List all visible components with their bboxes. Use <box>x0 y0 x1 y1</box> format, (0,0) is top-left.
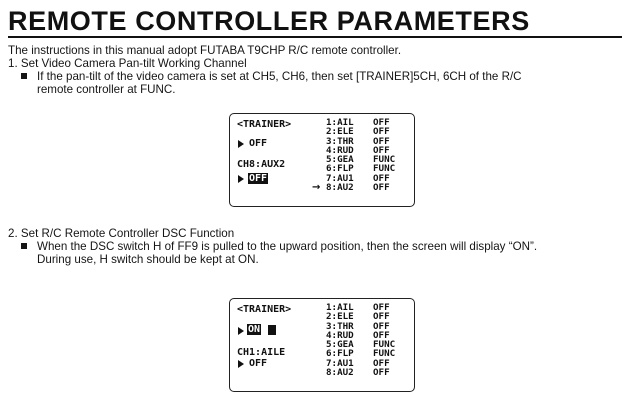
channel-value-list <box>373 118 395 192</box>
cursor-block <box>268 325 276 335</box>
channel-value: OFF <box>373 302 390 313</box>
select-arrow-icon <box>238 175 244 183</box>
channel-value: OFF <box>373 182 390 194</box>
section2-bullet-line1: When the DSC switch H of FF9 is pulled to the upward position, then the screen will display “ON”. <box>37 240 538 253</box>
aux-channel-value-highlighted: OFF <box>249 173 268 184</box>
trainer-status: OFF <box>249 138 268 149</box>
lcd-screen-trainer-2 <box>229 298 415 392</box>
section2-bullet-line2: During use, H switch should be kept at ON. <box>37 253 259 266</box>
channel-label: 7:AU1 <box>326 357 354 369</box>
channel-label: 5:GEA <box>326 154 354 166</box>
bullet-square-icon <box>21 73 27 79</box>
channel-label: 6:FLP <box>326 163 354 175</box>
channel-label: 8:AU2 <box>326 182 354 194</box>
channel-list <box>326 303 354 377</box>
title-underline <box>8 36 622 38</box>
lcd-header: <TRAINER> <box>237 304 292 315</box>
channel-value: OFF <box>373 311 390 323</box>
channel-label: 1:AIL <box>326 302 354 313</box>
channel-label: 4:RUD <box>326 329 354 341</box>
channel-label: 8:AU2 <box>326 367 354 379</box>
channel-value: OFF <box>373 117 390 128</box>
section1-heading: 1. Set Video Camera Pan-tilt Working Channel <box>8 57 247 70</box>
select-arrow-icon <box>238 140 244 148</box>
channel-label: 1:AIL <box>326 117 354 128</box>
channel-value: FUNC <box>373 348 396 360</box>
channel-label: 5:GEA <box>326 339 354 351</box>
channel-value: OFF <box>373 357 390 369</box>
channel-label: 3:THR <box>326 320 354 332</box>
channel-label: 2:ELE <box>326 126 354 138</box>
aux-channel-label: CH1:AILE <box>237 347 286 358</box>
select-arrow-icon <box>238 360 244 368</box>
section1-bullet-line2: remote controller at FUNC. <box>37 83 176 96</box>
pointer-arrow-icon: → <box>312 182 321 193</box>
channel-value: FUNC <box>373 339 396 351</box>
channel-value: OFF <box>373 320 390 332</box>
channel-value: OFF <box>373 329 390 341</box>
lcd-screen-trainer-1 <box>229 113 415 207</box>
channel-label: 6:FLP <box>326 348 354 360</box>
channel-value: OFF <box>373 367 390 379</box>
section1-bullet-line1: If the pan-tilt of the video camera is set at CH5, CH6, then set [TRAINER]5CH, 6CH of the R/C <box>37 70 522 83</box>
bullet-square-icon <box>21 243 27 249</box>
channel-label: 4:RUD <box>326 144 354 156</box>
channel-value: OFF <box>373 172 390 184</box>
channel-label: 2:ELE <box>326 311 354 323</box>
channel-label: 7:AU1 <box>326 172 354 184</box>
channel-value: OFF <box>373 135 390 147</box>
intro-text: The instructions in this manual adopt FUTABA T9CHP R/C remote controller. <box>8 44 402 57</box>
aux-channel-value: OFF <box>249 358 268 369</box>
aux-channel-label: CH8:AUX2 <box>237 159 286 170</box>
trainer-status-highlighted: ON <box>248 324 261 335</box>
channel-value: FUNC <box>373 163 396 175</box>
channel-list <box>326 118 354 192</box>
channel-value: OFF <box>373 126 390 138</box>
select-arrow-icon <box>238 327 244 335</box>
channel-label: 3:THR <box>326 135 354 147</box>
channel-value: OFF <box>373 144 390 156</box>
channel-value-list <box>373 303 395 377</box>
section2-heading: 2. Set R/C Remote Controller DSC Function <box>8 227 235 240</box>
channel-value: FUNC <box>373 154 396 166</box>
lcd-header: <TRAINER> <box>237 119 292 130</box>
page-title: REMOTE CONTROLLER PARAMETERS <box>8 6 530 36</box>
